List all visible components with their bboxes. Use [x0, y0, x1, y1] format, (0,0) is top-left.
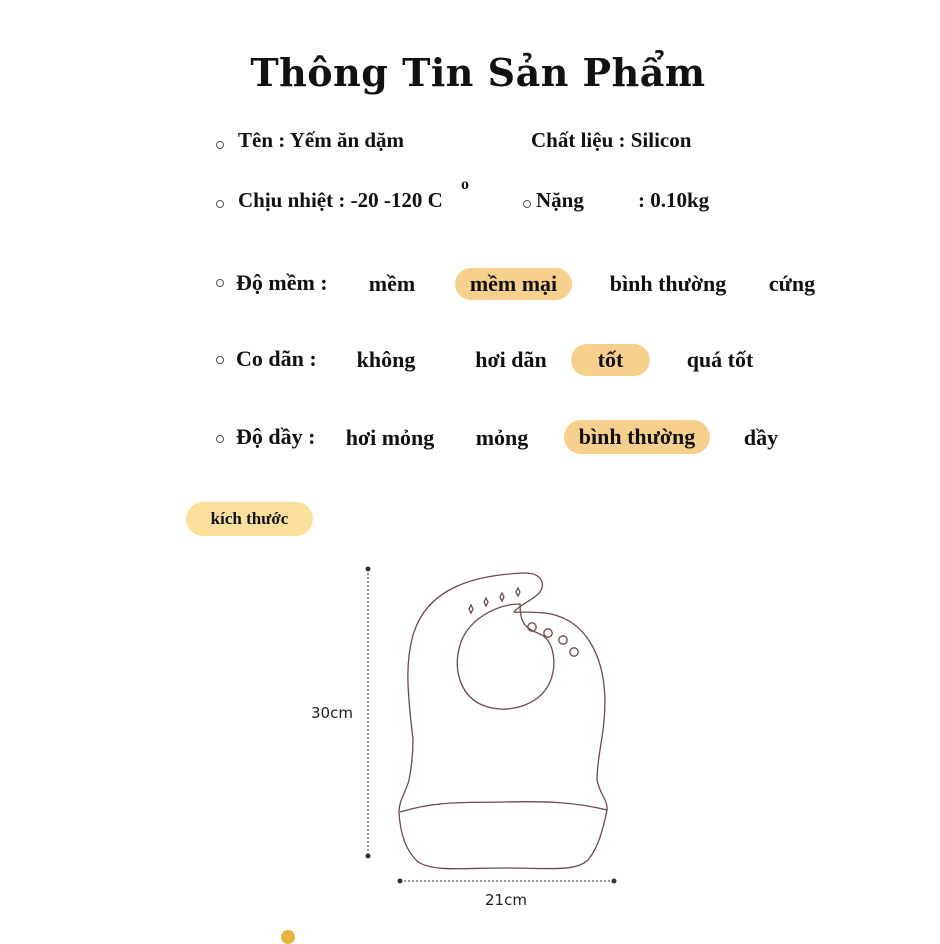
product-material: Chất liệu : Silicon: [531, 128, 692, 152]
elasticity-option-selected: tốt: [571, 344, 650, 376]
elasticity-option: hơi dãn: [475, 347, 547, 372]
height-dimension: 30cm: [311, 704, 353, 722]
weight-label: Nặng: [536, 188, 584, 212]
degree-mark: o: [461, 176, 469, 193]
size-badge: kích thước: [186, 502, 313, 536]
heat-resistance: Chịu nhiệt : -20 -120 C: [238, 188, 443, 212]
thickness-option: mỏng: [475, 425, 529, 450]
softness-label: Độ mềm :: [236, 270, 328, 295]
elasticity-option: không: [356, 347, 416, 372]
weight-value: : 0.10kg: [638, 188, 710, 212]
warning-icon: [281, 930, 295, 944]
softness-option: mềm: [368, 271, 416, 296]
softness-option: bình thường: [609, 271, 727, 296]
elasticity-label: Co dãn :: [236, 346, 317, 371]
elasticity-option: quá tốt: [686, 347, 754, 372]
width-dimension: 21cm: [485, 891, 527, 909]
thickness-option: hơi mỏng: [345, 425, 435, 450]
thickness-label: Độ dầy :: [236, 424, 316, 449]
thickness-option: dầy: [743, 425, 779, 450]
product-name: Tên : Yếm ăn dặm: [238, 128, 405, 152]
softness-option-selected: mềm mại: [455, 268, 572, 300]
page-title: Thông Tin Sản Phẩm: [250, 50, 706, 95]
softness-option: cứng: [768, 271, 816, 296]
thickness-option-selected: bình thường: [564, 420, 710, 454]
